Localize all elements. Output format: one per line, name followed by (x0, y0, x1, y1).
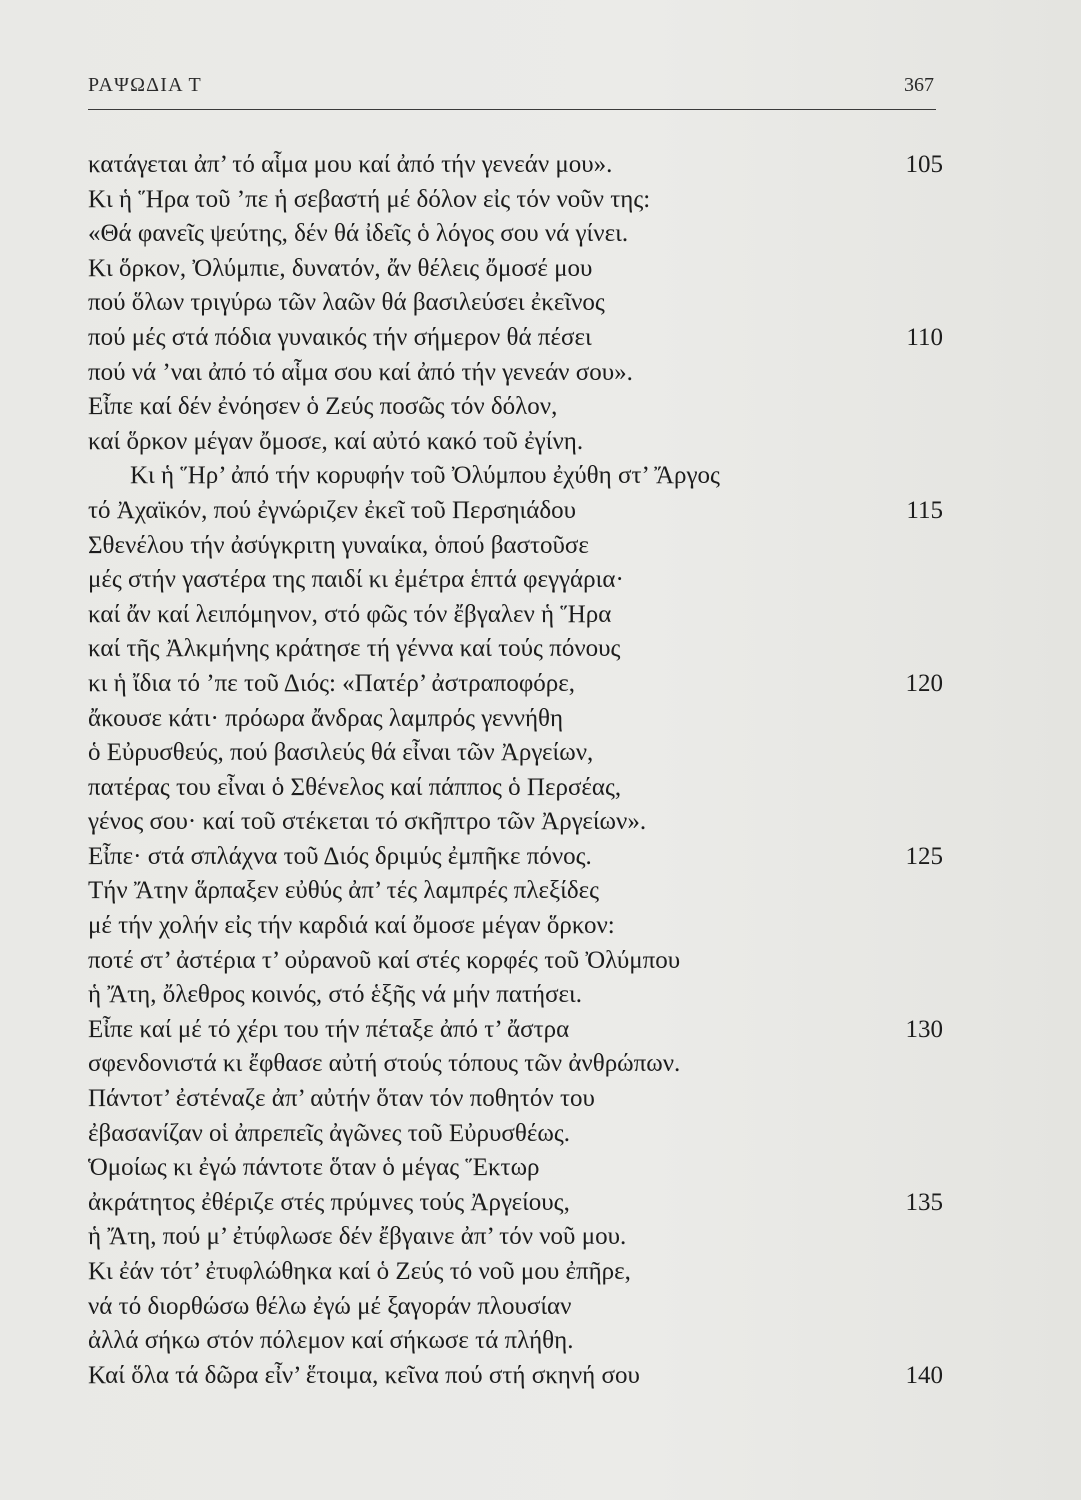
verse-text: ἡ Ἄτη, πού μ’ ἐτύφλωσε δέν ἔβγαινε ἀπ’ τόν νοῦ μου. (88, 1223, 627, 1251)
verse-text: πού ὅλων τριγύρω τῶν λαῶν θά βασιλεύσει ἐκεῖνος (88, 289, 605, 317)
verse-line (88, 563, 943, 598)
verse-line (88, 1047, 943, 1082)
running-head (88, 74, 934, 104)
verse-line (88, 978, 943, 1013)
verse-text: καί ἄν καί λειπόμηνον, στό φῶς τόν ἔβγαλεν ἡ Ἥρα (88, 600, 612, 628)
verse-text: πού μές στά πόδια γυναικός τήν σήμερον θά πέσει (88, 323, 592, 351)
line-number: 120 (905, 669, 943, 697)
verse-text: Κι ἡ Ἥρ’ ἀπό τήν κορυφήν τοῦ Ὀλύμπου ἐχύθη στ’ Ἄργος (130, 462, 720, 490)
verse-line (88, 944, 943, 979)
verse-text: ὁ Εὐρυσθεύς, πού βασιλεύς θά εἶναι τῶν Ἀργείων, (88, 739, 594, 767)
verse-text: καί ὅρκον μέγαν ὄμοσε, καί αὐτό κακό τοῦ ἐγίνη. (88, 427, 584, 455)
verse-text: νά τό διορθώσω θέλω ἐγώ μέ ξαγοράν πλουσίαν (88, 1292, 572, 1320)
verse-line (88, 1186, 943, 1221)
verse-line (88, 1151, 943, 1186)
verse-line (88, 1082, 943, 1117)
verse-line (88, 321, 943, 356)
line-number: 125 (905, 842, 943, 870)
verse-line (88, 909, 943, 944)
verse-line (88, 805, 943, 840)
verse-text: κι ἡ ἴδια τό ’πε τοῦ Διός: «Πατέρ’ ἀστραποφόρε, (88, 669, 576, 697)
verse-line (88, 632, 943, 667)
verse-line (88, 286, 943, 321)
verse-text: Κι ὅρκον, Ὀλύμπιε, δυνατόν, ἄν θέλεις ὄμοσέ μου (88, 254, 593, 282)
verse-line (88, 425, 943, 460)
verse-text: μέ τήν χολήν εἰς τήν καρδιά καί ὄμοσε μέγαν ὅρκον: (88, 912, 615, 940)
verse-text: ποτέ στ’ ἀστέρια τ’ οὐρανοῦ καί στές κορφές τοῦ Ὀλύμπου (88, 946, 681, 974)
verse-line (88, 736, 943, 771)
line-number: 115 (906, 496, 943, 524)
verse-text: μές στήν γαστέρα της παιδί κι ἐμέτρα ἑπτά φεγγάρια· (88, 566, 624, 594)
verse-line (88, 183, 943, 218)
verse-line (88, 390, 943, 425)
verse-text: ἀλλά σήκω στόν πόλεμον καί σήκωσε τά πλήθη. (88, 1327, 574, 1355)
verse-line (88, 1324, 943, 1359)
verse-line (88, 874, 943, 909)
verse-text: Κι ἐάν τότ’ ἐτυφλώθηκα καί ὁ Ζεύς τό νοῦ μου ἐπῆρε, (88, 1258, 631, 1285)
verse-text: ἡ Ἄτη, ὄλεθρος κοινός, στό ἑξῆς νά μήν πατήσει. (88, 981, 583, 1009)
verse-text: τό Ἀχαϊκόν, πού ἐγνώριζεν ἐκεῖ τοῦ Περσηιάδου (88, 496, 577, 524)
verse-text: Πάντοτ’ ἐστέναζε ἀπ’ αὐτήν ὅταν τόν ποθητόν του (88, 1085, 595, 1113)
verse-text: Ὁμοίως κι ἐγώ πάντοτε ὅταν ὁ μέγας Ἕκτωρ (88, 1154, 540, 1182)
verse-text: «Θά φανεῖς ψεύτης, δέν θά ἰδεῖς ὁ λόγος σου νά γίνει. (88, 220, 629, 248)
verse-text: πατέρας του εἶναι ὁ Σθένελος καί πάππος ὁ Περσέας, (88, 773, 622, 801)
verse-line (88, 1117, 943, 1152)
verse-line (88, 702, 943, 737)
verse-line (88, 356, 943, 391)
verse-line (88, 148, 943, 183)
verse-text: Κι ἡ Ἥρα τοῦ ’πε ἡ σεβαστή μέ δόλον εἰς τόν νοῦν της: (88, 185, 651, 213)
verse-line (88, 667, 943, 702)
line-number: 140 (905, 1361, 943, 1389)
header-rule (88, 109, 936, 110)
verse-line (88, 598, 943, 633)
verse-text: ἐβασανίζαν οἱ ἀπρεπεῖς ἀγῶνες τοῦ Εὐρυσθέως. (88, 1119, 570, 1147)
verse-text: ἀκράτητος ἐθέριζε στές πρύμνες τούς Ἀργείους, (88, 1188, 570, 1216)
verse-line (88, 840, 943, 875)
page-number: 367 (904, 74, 934, 96)
verse-line (88, 1220, 943, 1255)
line-number: 130 (905, 1015, 943, 1043)
verse-line (88, 1255, 943, 1290)
verse-text: κατάγεται ἀπ’ τό αἷμα μου καί ἀπό τήν γενεάν μου». (88, 151, 613, 178)
verse-line (88, 771, 943, 806)
verse-text: σφενδονιστά κι ἔφθασε αὐτή στούς τόπους τῶν ἀνθρώπων. (88, 1050, 681, 1078)
verse-line (88, 1290, 943, 1325)
verse-text: Σθενέλου τήν ἀσύγκριτη γυναίκα, ὁπού βαστοῦσε (88, 531, 589, 559)
chapter-title: ΡΑΨΩΔΙΑ Τ (88, 74, 202, 96)
line-number: 135 (905, 1188, 943, 1216)
verse-line (88, 529, 943, 564)
verse-text: Εἶπε καί δέν ἐνόησεν ὁ Ζεύς ποσῶς τόν δόλον, (88, 393, 558, 421)
verse-text: γένος σου· καί τοῦ στέκεται τό σκῆπτρο τῶν Ἀργείων». (88, 808, 647, 836)
line-number: 105 (905, 151, 943, 178)
verse-text: Τήν Ἄτην ἅρπαξεν εὐθύς ἀπ’ τές λαμπρές πλεξίδες (88, 877, 600, 905)
verse-text: Εἶπε· στά σπλάχνα τοῦ Διός δριμύς ἐμπῆκε πόνος. (88, 842, 592, 870)
verse-line (88, 1359, 943, 1394)
verse-line (88, 459, 943, 494)
verse-list (88, 148, 943, 1393)
verse-line (88, 1013, 943, 1048)
verse-line (88, 494, 943, 529)
verse-text: Καί ὅλα τά δῶρα εἶν’ ἕτοιμα, κεῖνα πού στή σκηνή σου (88, 1361, 640, 1389)
line-number: 110 (906, 323, 943, 351)
verse-text: Εἶπε καί μέ τό χέρι του τήν πέταξε ἀπό τ’ ἄστρα (88, 1015, 570, 1043)
verse-text: ἄκουσε κάτι· πρόωρα ἄνδρας λαμπρός γεννήθη (88, 704, 564, 732)
verse-line (88, 217, 943, 252)
verse-text: καί τῆς Ἀλκμήνης κράτησε τή γέννα καί τούς πόνους (88, 635, 621, 663)
verse-text: πού νά ’ναι ἀπό τό αἷμα σου καί ἀπό τήν γενεάν σου». (88, 358, 633, 386)
verse-line (88, 252, 943, 287)
